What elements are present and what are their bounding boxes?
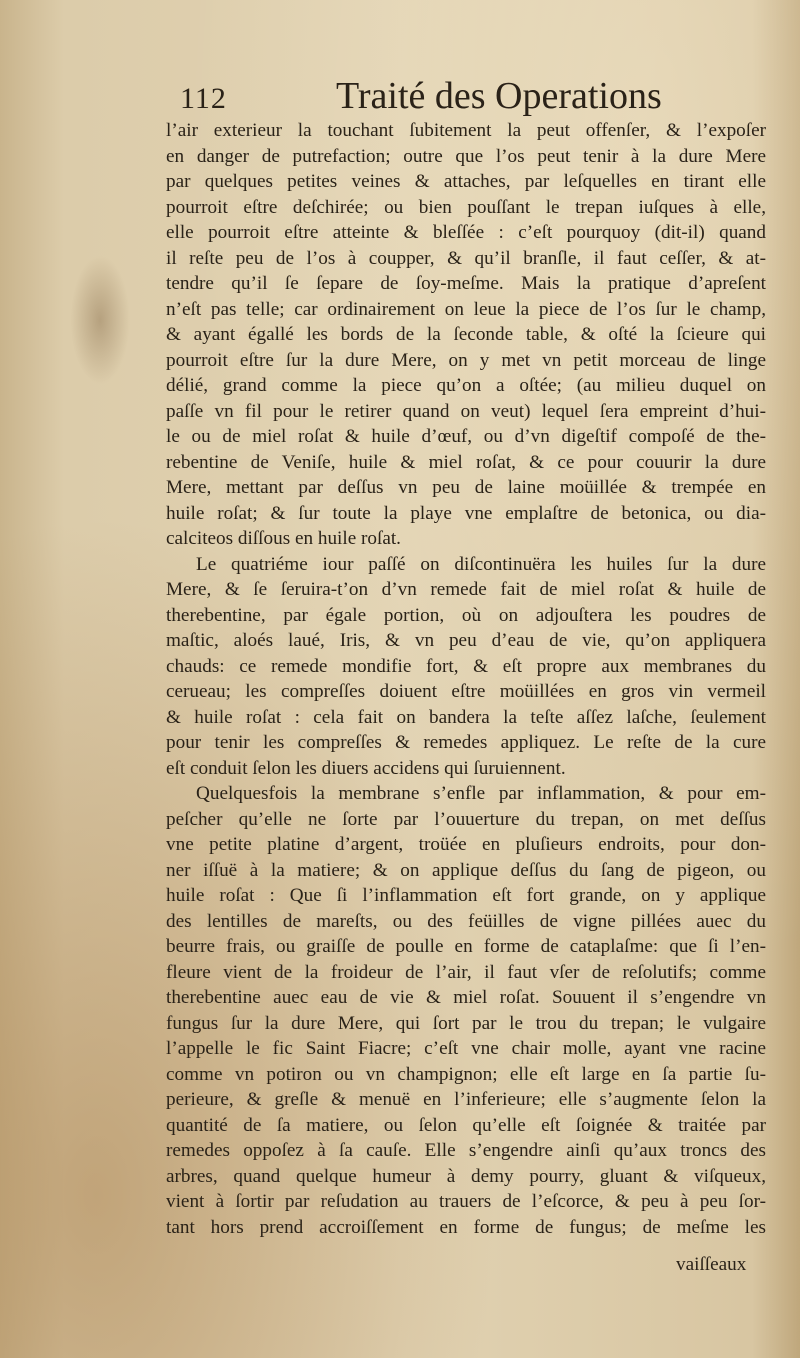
paragraph-start-line: Le quatriéme iour paſſé on diſcontinuëra les huiles ſur la dure [196, 553, 766, 575]
text-line: therebentine auec eau de vie & miel roſat. Souuent il s’engendre vn [166, 987, 766, 1008]
text-line: il reſte peu de l’os à coupper, & qu’il branſle, il faut ceſſer, & at- [166, 247, 766, 269]
text-line: maſtic, aloés laué, Iris, & vn peu d’eau de vie, qu’on appliquera [166, 630, 766, 651]
page-header [180, 74, 660, 124]
text-line: arbres, quand quelque humeur à demy pourry, gluant & viſqueux, [166, 1165, 766, 1187]
text-line: paſſe vn fil pour le retirer quand on veut) lequel ſera empreint d’hui- [166, 400, 766, 422]
text-line: n’eſt pas telle; car ordinairement on leue la piece de l’os ſur le champ, [166, 298, 766, 320]
text-line: des lentilles de mareſts, ou des feüilles de vigne pillées auec du [166, 910, 766, 932]
text-line: & ayant égallé les bords de la ſeconde table, & oſté la ſcieure qui [166, 324, 766, 345]
page-number: 112 [180, 82, 227, 115]
text-line: perieure, & greſle & menuë en l’inferieure; elle s’augmente ſelon la [166, 1089, 766, 1110]
text-line: Mere, & ſe ſeruira-t’on d’vn remede fait de miel roſat & huile de [166, 579, 766, 600]
text-line: en danger de putrefaction; outre que l’os peut tenir à la dure Mere [166, 145, 766, 167]
text-line: pour tenir les compreſſes & remedes appliquez. Le reſte de la cure [166, 732, 766, 753]
text-line: le ou de miel roſat & huile d’œuf, ou d’vn digeſtif compoſé de the- [166, 426, 766, 447]
catchword: vaiſſeaux [676, 1254, 747, 1275]
text-line: tant hors prend accroiſſement en forme de fungus; de meſme les [166, 1216, 766, 1238]
ink-stain [70, 255, 130, 385]
text-line: beurre frais, ou graiſſe de poulle en forme de cataplaſme: que ſi l’en- [166, 936, 766, 957]
text-line: fungus ſur la dure Mere, qui ſort par le trou du trepan; le vulgaire [166, 1012, 766, 1034]
text-line: huile roſat : Que ſi l’inflammation eſt fort grande, on y applique [166, 885, 766, 906]
paragraph-start-line: Quelquesfois la membrane s’enfle par inflammation, & pour em- [196, 783, 766, 804]
text-line: huile roſat; & ſur toute la playe vne emplaſtre de betonica, ou dia- [166, 502, 766, 524]
text-line: tendre qu’il ſe ſepare de ſoy-meſme. Mais la pratique d’apreſent [166, 273, 766, 294]
text-line: eſt conduit ſelon les diuers accidens qui ſuruiennent. [166, 757, 566, 779]
text-line: comme vn potiron ou vn champignon; elle eſt large en ſa partie ſu- [166, 1063, 766, 1085]
running-title: Traité des Operations [336, 75, 662, 117]
text-line: vne petite platine d’argent, troüée en pluſieurs endroits, pour don- [166, 834, 766, 855]
text-line: & huile roſat : cela fait on bandera la teſte aſſez laſche, ſeulement [166, 706, 766, 728]
text-line: par quelques petites veines & attaches, par leſquelles en tirant elle [166, 171, 766, 192]
body-text [166, 118, 766, 1240]
text-line: vient à ſortir par reſudation au trauers de l’eſcorce, & peu à peu ſor- [166, 1191, 766, 1212]
text-line: l’air exterieur la touchant ſubitement la peut offenſer, & l’expoſer [166, 120, 766, 141]
text-line: remedes oppoſez à ſa cauſe. Elle s’engendre ainſi qu’aux troncs des [166, 1140, 766, 1161]
text-line: l’appelle le fic Saint Fiacre; c’eſt vne chair molle, ayant vne racine [166, 1038, 766, 1059]
text-line: cerueau; les compreſſes doiuent eſtre moüillées en gros vin vermeil [166, 681, 766, 702]
text-line: quantité de ſa matiere, ou ſelon qu’elle eſt ſoignée & traitée par [166, 1114, 766, 1136]
text-line: pourroit eſtre ſur la dure Mere, on y met vn petit morceau de linge [166, 349, 766, 371]
text-line: ner iſſuë à la matiere; & on applique deſſus du ſang de pigeon, ou [166, 859, 766, 881]
text-line: rebentine de Veniſe, huile & miel roſat, & ce pour couurir la dure [166, 451, 766, 473]
text-line: délié, grand comme la piece qu’on a oſtée; (au milieu duquel on [166, 375, 766, 396]
text-line: calciteos diſſous en huile roſat. [166, 528, 401, 549]
text-line: peſcher qu’elle ne ſorte par l’ouuerture du trepan, on met deſſus [166, 808, 766, 830]
text-line: fleure vient de la froideur de l’air, il faut vſer de reſolutifs; comme [166, 961, 766, 983]
text-line: Mere, mettant par deſſus vn peu de laine moüillée & trempée en [166, 477, 766, 498]
text-line: elle pourroit eſtre atteinte & bleſſée : c’eſt pourquoy (dit-il) quand [166, 222, 766, 243]
text-line: pourroit eſtre deſchirée; ou bien pouſſant le trepan iuſques à elle, [166, 196, 766, 218]
text-line: chauds: ce remede mondifie fort, & eſt propre aux membranes du [166, 655, 766, 677]
text-line: therebentine, par égale portion, où on adjouſtera les poudres de [166, 604, 766, 626]
